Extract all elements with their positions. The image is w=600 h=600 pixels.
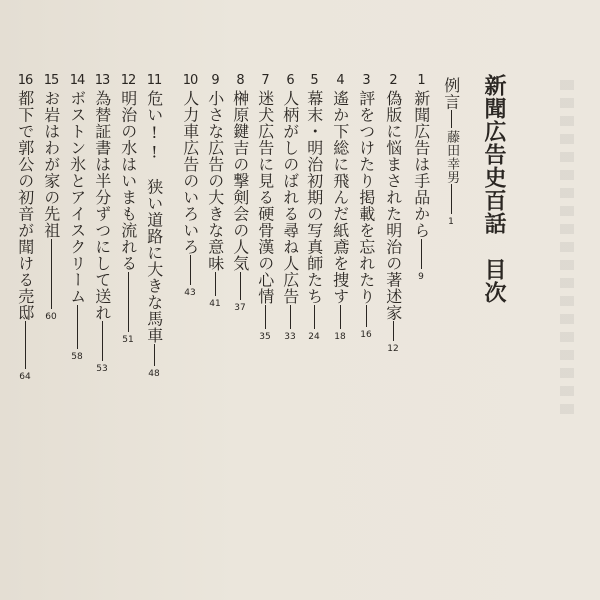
leader-line — [102, 321, 103, 361]
leader-line — [314, 305, 315, 329]
entry-number: 1 — [417, 73, 425, 88]
toc-entry-8 — [229, 74, 251, 594]
entry-title: 榊原鍵吉の撃剣会の人気 — [230, 90, 250, 272]
entry-number: 3 — [362, 73, 370, 88]
toc-entry-preface — [440, 74, 462, 594]
leader-line — [51, 239, 52, 309]
entry-number: 15 — [43, 73, 59, 88]
entry-page: 33 — [284, 331, 296, 342]
entry-title: 人柄がしのばれる尋ね人広告 — [280, 90, 300, 305]
toc-entry-9 — [204, 74, 226, 594]
toc-entry-16 — [14, 74, 36, 594]
entry-number: 4 — [336, 73, 344, 88]
leader-line — [25, 321, 26, 369]
entry-page: 12 — [387, 344, 399, 354]
toc-entry-2 — [382, 74, 404, 594]
leader-line — [215, 272, 216, 296]
leader-line — [154, 344, 155, 366]
entry-page: 51 — [122, 334, 134, 345]
toc-entry-12 — [117, 74, 139, 594]
leader-line — [451, 184, 452, 214]
entry-title: 為替証書は半分ずつにして送れ — [92, 90, 112, 321]
table-of-contents — [0, 74, 600, 594]
entry-page: 53 — [96, 364, 108, 374]
leader-line — [421, 239, 422, 269]
entry-page: 48 — [148, 368, 160, 379]
entry-number: 14 — [69, 73, 85, 88]
toc-entry-5 — [303, 74, 325, 594]
leader-line — [340, 305, 341, 329]
leader-line — [240, 272, 241, 300]
entry-title: ボストン氷とアイスクリーム — [67, 90, 87, 305]
toc-entry-6 — [279, 74, 301, 594]
entry-page: 37 — [234, 302, 246, 313]
entry-page: 64 — [19, 372, 31, 382]
entry-author: 藤田幸男 — [444, 130, 460, 184]
entry-page: 1 — [448, 217, 454, 227]
toc-entry-4 — [329, 74, 351, 594]
entry-page: 9 — [418, 271, 424, 282]
entry-number: 12 — [120, 73, 136, 88]
toc-entry-10 — [179, 74, 201, 594]
leader-line — [366, 305, 367, 327]
entry-page: 18 — [334, 331, 346, 342]
leader-line — [77, 305, 78, 349]
leader-line — [265, 305, 266, 329]
entry-number: 10 — [182, 73, 198, 88]
entry-title: 人力車広告のいろいろ — [180, 90, 200, 255]
entry-page: 41 — [209, 298, 221, 309]
entry-number: 5 — [310, 73, 318, 88]
entry-title: 偽版に悩まされた明治の著述家 — [383, 90, 403, 321]
entry-page: 60 — [45, 311, 57, 322]
entry-title: 遙か下総に飛んだ紙鳶を捜す — [330, 90, 350, 305]
entry-number: 7 — [261, 73, 269, 88]
entry-page: 58 — [71, 351, 83, 362]
toc-entry-15 — [40, 74, 62, 594]
entry-number: 8 — [236, 73, 244, 88]
toc-entry-13 — [91, 74, 113, 594]
entry-page: 35 — [259, 331, 271, 342]
leader-line — [290, 305, 291, 329]
entry-title: 明治の水はいまも流れる — [118, 90, 138, 272]
toc-entry-14 — [66, 74, 88, 594]
toc-entry-11 — [143, 74, 165, 594]
leader-line — [393, 321, 394, 341]
entry-title: 危い!! 狭い道路に大きな馬車 — [144, 90, 164, 344]
entry-title: 例言 — [441, 77, 461, 110]
entry-page: 16 — [360, 329, 372, 340]
entry-title: 幕末・明治初期の写真師たち — [304, 90, 324, 305]
entry-number: 11 — [146, 73, 162, 88]
entry-number: 9 — [211, 73, 219, 88]
leader-line — [190, 255, 191, 285]
toc-entry-3 — [355, 74, 377, 594]
entry-page: 24 — [308, 331, 320, 342]
entry-number: 6 — [286, 73, 294, 88]
entry-title: 評をつけたり掲載を忘れたり — [356, 90, 376, 305]
leader-line — [451, 110, 452, 128]
entry-title: お岩はわが家の先祖 — [41, 90, 61, 239]
toc-entry-1 — [410, 74, 432, 594]
page-title: 新聞広告史百話 目次 — [481, 74, 506, 304]
entry-number: 2 — [389, 73, 397, 88]
entry-title: 小さな広告の大きな意味 — [205, 90, 225, 272]
leader-line — [128, 272, 129, 332]
entry-title: 迷犬広告に見る硬骨漢の心情 — [255, 90, 275, 305]
entry-number: 13 — [94, 73, 110, 88]
toc-entry-7 — [254, 74, 276, 594]
entry-page: 43 — [184, 288, 196, 298]
entry-title: 新聞広告は手品から — [411, 90, 431, 239]
entry-number: 16 — [17, 73, 33, 88]
entry-title: 都下で郭公の初音が聞ける売邸 — [15, 90, 35, 321]
